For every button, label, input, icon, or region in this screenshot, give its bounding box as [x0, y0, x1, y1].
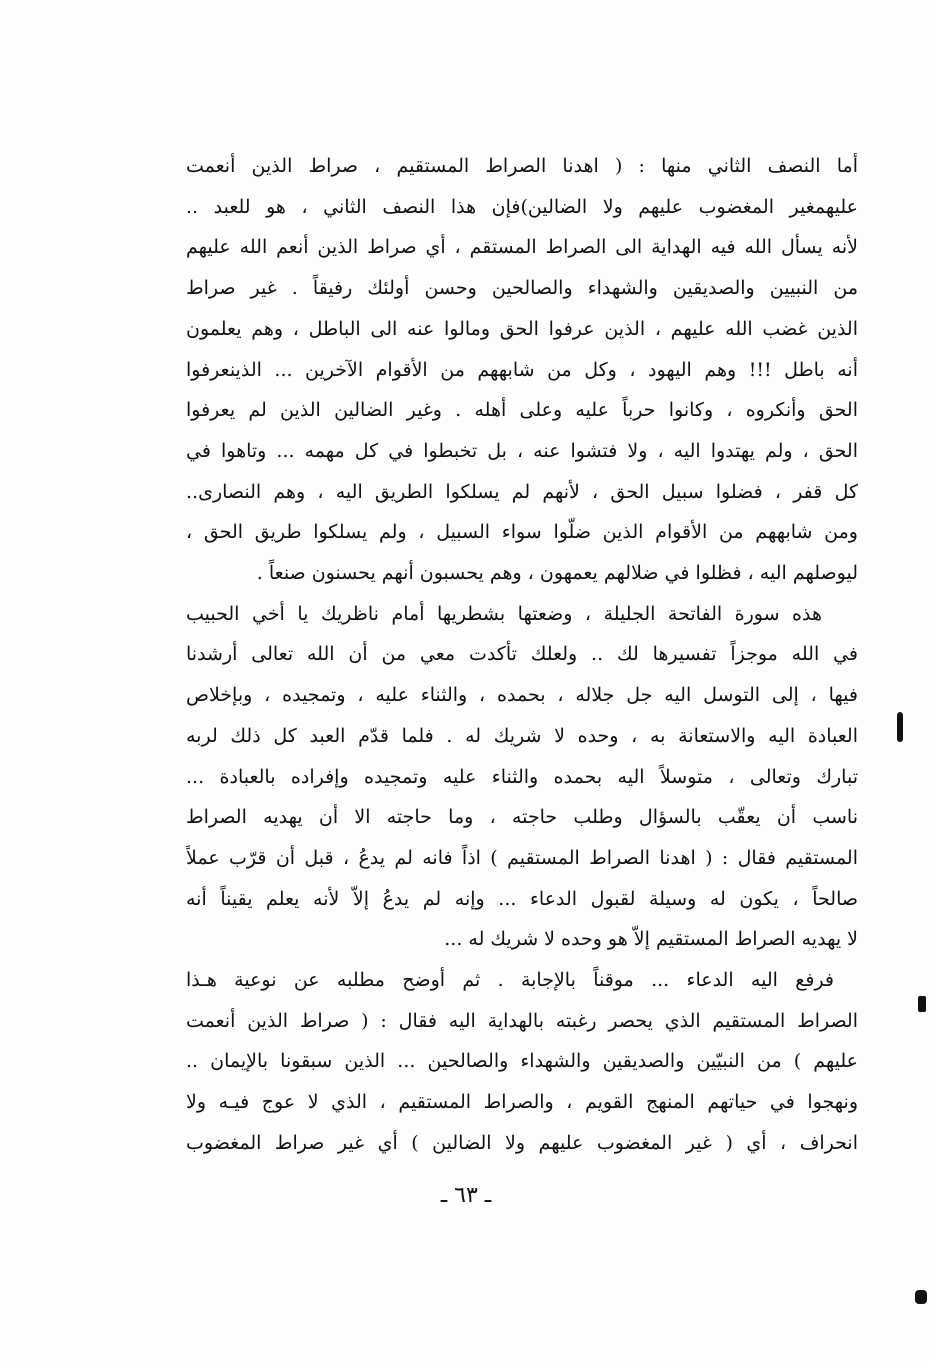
text-line: ليوصلهم اليه ، فظلوا في ضلالهم يعمهون ، وهم يحسبون أنهم يحسنون صنعاً . — [256, 562, 858, 585]
text-line: صالحاً ، يكون له وسيلة لقبول الدعاء ... وإنه لم يدعُ إلاّ لأنه يعلم يقيناً أنه — [186, 887, 858, 910]
text-line: لا يهديه الصراط المستقيم إلاّ هو وحده لا شريك له ... — [444, 928, 858, 951]
text-line: عليهم ) من النبيّين والصديقين والشهداء والصالحين ... الذين سبقونا بالإيمان .. — [186, 1050, 858, 1073]
text-line: ومن شابههم من الأقوام الذين ضلّوا سواء السبيل ، ولم يسلكوا طريق الحق ، — [186, 521, 858, 544]
paragraph-2 — [186, 594, 858, 960]
paragraph-3 — [186, 960, 858, 1164]
text-line: تبارك وتعالى ، متوسلاً اليه بحمده والثناء عليه وتمجيده وإفراده بالعبادة ... — [186, 765, 858, 788]
text-line: فيها ، إلى التوسل اليه جل جلاله ، بحمده ، والثناء عليه ، وتمجيده ، وبإخلاص — [186, 684, 858, 707]
page-number: ـ ٦٣ ـ — [440, 1183, 492, 1208]
text-line: كل قفر ، فضلوا سبيل الحق ، لأنهم لم يسلكوا الطريق اليه ، وهم النصارى.. — [186, 480, 858, 503]
text-line: ناسب أن يعقّب بالسؤال وطلب حاجته ، وما حاجته الا أن يهديه الصراط — [186, 806, 858, 829]
text-line: الحق وأنكروه ، وكانوا حرباً عليه وعلى أهله . وغير الضالين الذين لم يعرفوا — [186, 399, 858, 422]
text-line: أما النصف الثاني منها : ( اهدنا الصراط المستقيم ، صراط الذين أنعمت — [186, 155, 858, 177]
scan-mark — [897, 712, 903, 742]
body-text — [186, 146, 858, 1164]
paragraph-1 — [186, 146, 858, 594]
text-line: الصراط المستقيم الذي يحصر رغبته بالهداية اليه فقال : ( صراط الذين أنعمت — [186, 1009, 858, 1032]
text-line: ونهجوا في حياتهم المنهج القويم ، والصراط المستقيم ، الذي لا عوج فيـه ولا — [186, 1091, 858, 1114]
scan-mark — [915, 1290, 927, 1304]
text-line: لأنه يسأل الله فيه الهداية الى الصراط المستقم ، أي صراط الذين أنعم الله عليهم — [186, 236, 858, 259]
text-line: أنه باطل !!! وهم اليهود ، وكل من شابههم من الأقوام الآخرين ... الذينعرفوا — [186, 358, 858, 381]
text-line: فرفع اليه الدعاء ... موقناً بالإجابة . ثم أوضح مطلبه عن نوعية هـذا — [186, 969, 834, 992]
text-line: الحق ، ولم يهتدوا اليه ، ولا فتشوا عنه ، بل تخبطوا في كل مهمه ... وتاهوا في — [186, 439, 858, 462]
text-line: المستقيم فقال : ( اهدنا الصراط المستقيم ) اذاً فانه لم يدعُ ، قبل أن قرّب عملاً — [186, 846, 858, 869]
scan-mark — [918, 996, 926, 1012]
text-line: في الله موجزاً تفسيرها لك .. ولعلك تأكدت معي من أن الله تعالى أرشدنا — [186, 643, 858, 666]
text-line: من النبيين والصديقين والشهداء والصالحين وحسن أولئك رفيقاً . غير صراط — [186, 277, 858, 300]
text-line: انحراف ، أي ( غير المغضوب عليهم ولا الضالين ) أي غير صراط المغضوب — [186, 1131, 858, 1154]
text-line: العبادة اليه والاستعانة به ، وحده لا شريك له . فلما قدّم العبد كل ذلك لربه — [186, 724, 858, 747]
text-line: هذه سورة الفاتحة الجليلة ، وضعتها بشطريها أمام ناظريك يا أخي الحبيب — [186, 602, 822, 625]
text-line: الذين غضب الله عليهم ، الذين عرفوا الحق ومالوا عنه الى الباطل ، وهم يعلمون — [186, 317, 858, 340]
text-line: عليهمغير المغضوب عليهم ولا الضالين)فإن هذا النصف الثاني ، هو للعبد .. — [186, 195, 858, 218]
